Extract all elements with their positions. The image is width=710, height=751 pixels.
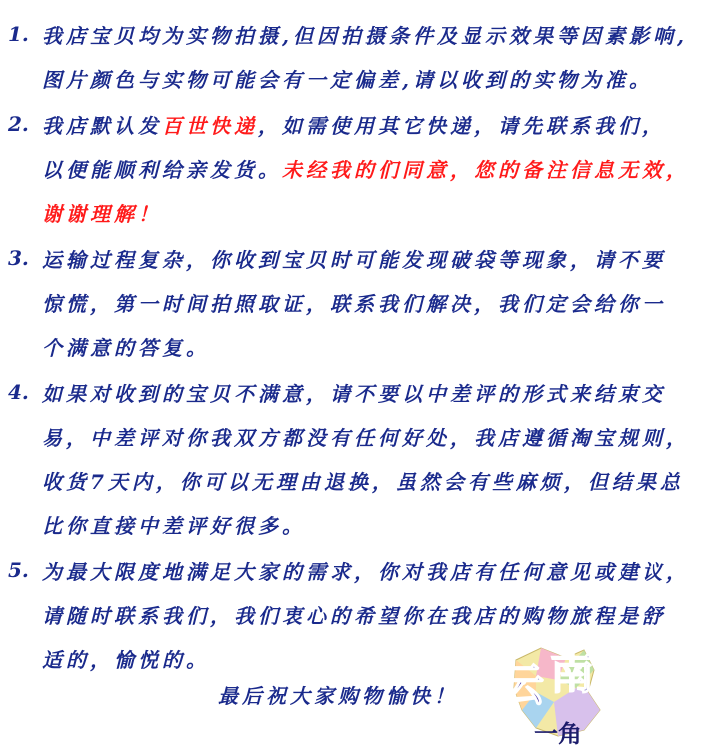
item-4-line-1: 如果对收到的宝贝不满意，请不要以中差评的形式来结束交 [42,382,666,406]
item-1-line-1: 我店宝贝均为实物拍摄,但因拍摄条件及显示效果等因素影响, [42,24,688,48]
item-5-number: 5. [8,558,29,582]
svg-text:一角: 一角 [534,719,582,745]
item-2-line-2-a: 以便能顺利给亲发货。 [42,158,282,182]
svg-text:南: 南 [550,648,594,699]
item-4-line-3: 收货7天内，你可以无理由退换，虽然会有些麻烦，但结果总 [42,470,684,494]
item-2-line-3: 谢谢理解！ [42,202,162,226]
item-3-line-3: 个满意的答复。 [42,336,210,360]
closing-message: 最后祝大家购物愉快！ [218,684,458,708]
svg-text:云: 云 [500,660,544,711]
item-4-number: 4. [8,380,29,404]
item-3-number: 3. [8,246,29,270]
notes-warning: 未经我的们同意，您的备注信息无效， [282,158,690,182]
item-2-number: 2. [8,112,29,136]
item-2-line-1-a: 我店默认发 [42,114,162,138]
courier-highlight: 百世快递 [162,114,258,138]
item-4-line-2: 易，中差评对你我双方都没有任何好处，我店遵循淘宝规则， [42,426,690,450]
item-5-line-2: 请随时联系我们，我们衷心的希望你在我店的购物旅程是舒 [42,604,666,628]
item-5-line-3: 适的，愉悦的。 [42,648,210,672]
item-1-number: 1. [8,22,29,46]
item-4-line-4: 比你直接中差评好很多。 [42,514,306,538]
item-5-line-1: 为最大限度地满足大家的需求，你对我店有任何意见或建议， [42,560,690,584]
item-2-line-2 [42,154,690,183]
item-2-line-1 [42,110,666,139]
item-3-line-2: 惊慌，第一时间拍照取证，联系我们解决，我们定会给你一 [42,292,666,316]
item-2-line-1-b: ，如需使用其它快递，请先联系我们， [258,114,666,138]
item-3-line-1: 运输过程复杂，你收到宝贝时可能发现破袋等现象，请不要 [42,248,666,272]
item-1-line-2: 图片颜色与实物可能会有一定偏差,请以收到的实物为准。 [42,68,653,92]
yunnan-logo [496,630,616,745]
